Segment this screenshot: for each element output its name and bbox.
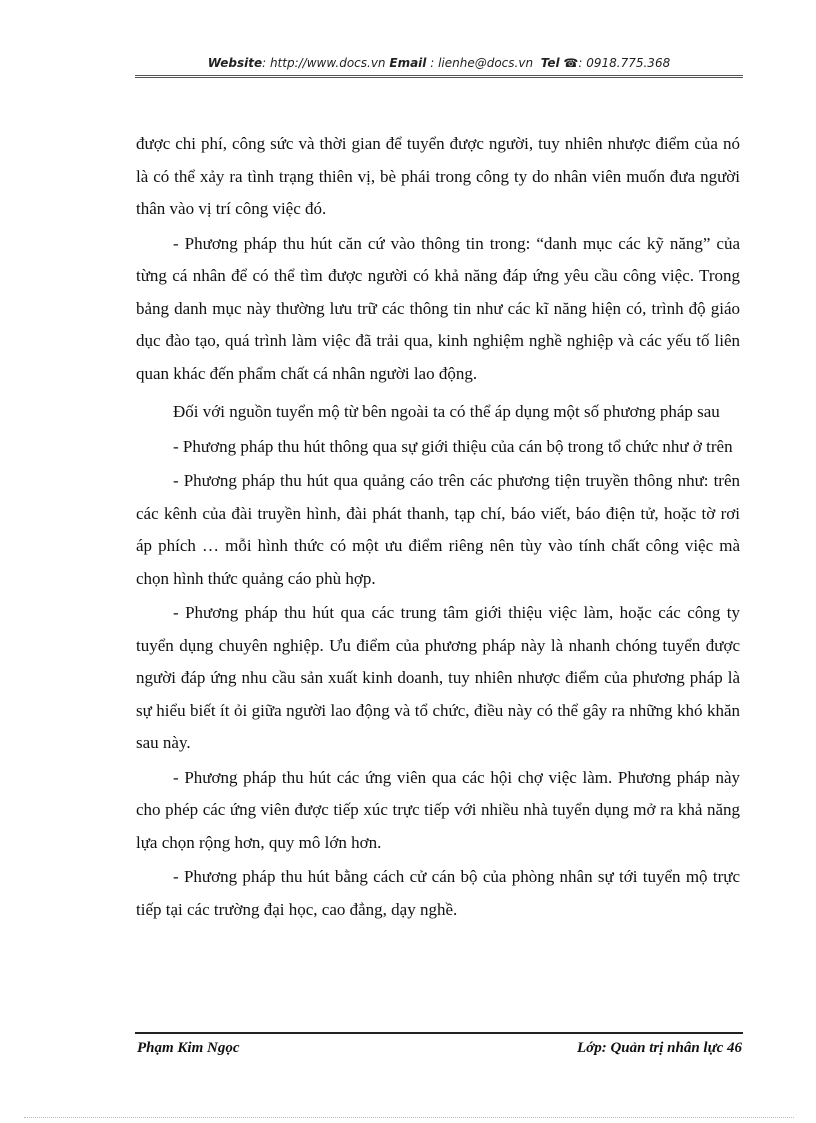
paragraph: - Phương pháp thu hút bằng cách cử cán bộ của phòng nhân sự tới tuyển mộ trực tiếp tại các trường đại học, cao đẳng, dạy nghề. [136, 867, 740, 919]
footer-divider [135, 1032, 743, 1034]
website-value: : http://www.docs.vn [262, 56, 386, 70]
paragraph: - Phương pháp thu hút qua quảng cáo trên các phương tiện truyền thông như: trên các kênh của đài truyền hình, đài phát thanh, tạp chí, báo viết, báo điện tử, hoặc tờ rơi áp phích … mỗi hình thức có một ưu điểm riêng nên tùy vào tính chất công việc mà chọn hình thức quảng cáo phù hợp. [136, 471, 740, 588]
footer-class: Lớp: Quản trị nhân lực 46 [577, 1040, 742, 1056]
footer-author: Phạm Kim Ngọc [137, 1040, 240, 1056]
document-body [136, 128, 740, 928]
website-label: Website [207, 56, 263, 70]
paragraph: - Phương pháp thu hút các ứng viên qua các hội chợ việc làm. Phương pháp này cho phép các ứng viên được tiếp xúc trực tiếp với nhiều nhà tuyển dụng mở ra khả năng lựa chọn rộng hơn, quy mô lớn hơn. [136, 767, 740, 852]
page-header [135, 56, 743, 70]
paragraph: - Phương pháp thu hút qua các trung tâm giới thiệu việc làm, hoặc các công ty tuyển dụng chuyên nghiệp. Ưu điểm của phương pháp này là nhanh chóng tuyển được người đáp ứng nhu cầu sản xuất kinh doanh, tuy nhiên nhược điểm của phương pháp là sự hiểu biết ít ỏi giữa người lao động và tổ chức, điều này có thể gây ra những khó khăn sau này. [136, 603, 740, 752]
paragraph: Đối với nguồn tuyển mộ từ bên ngoài ta có thể áp dụng một số phương pháp sau [173, 402, 720, 421]
email-label: Email [389, 56, 427, 70]
tel-label: Tel [540, 56, 560, 70]
paragraph: - Phương pháp thu hút căn cứ vào thông tin trong: “danh mục các kỹ năng” của từng cá nhân để có thể tìm được người có khả năng đáp ứng yêu cầu công việc. Trong bảng danh mục này thường lưu trữ các thông tin như các kĩ năng hiện có, trình độ giáo dục đào tạo, quá trình làm việc đã trải qua, kinh nghiệm nghề nghiệp và các yếu tố liên quan khác đến phẩm chất cá nhân người lao động. [136, 233, 740, 383]
paragraph: được chi phí, công sức và thời gian để tuyển được người, tuy nhiên nhược điểm của nó là có thể xảy ra tình trạng thiên vị, bè phái trong công ty do nhân viên muốn đưa người thân vào vị trí công việc đó. [136, 134, 740, 218]
email-value: : lienhe@docs.vn [426, 56, 534, 70]
tel-value: : 0918.775.368 [578, 56, 671, 70]
header-divider [135, 75, 743, 78]
page-edge [24, 1117, 794, 1118]
paragraph: - Phương pháp thu hút thông qua sự giới thiệu của cán bộ trong tổ chức như ở trên [173, 436, 733, 456]
phone-icon: ☎ [563, 56, 579, 70]
